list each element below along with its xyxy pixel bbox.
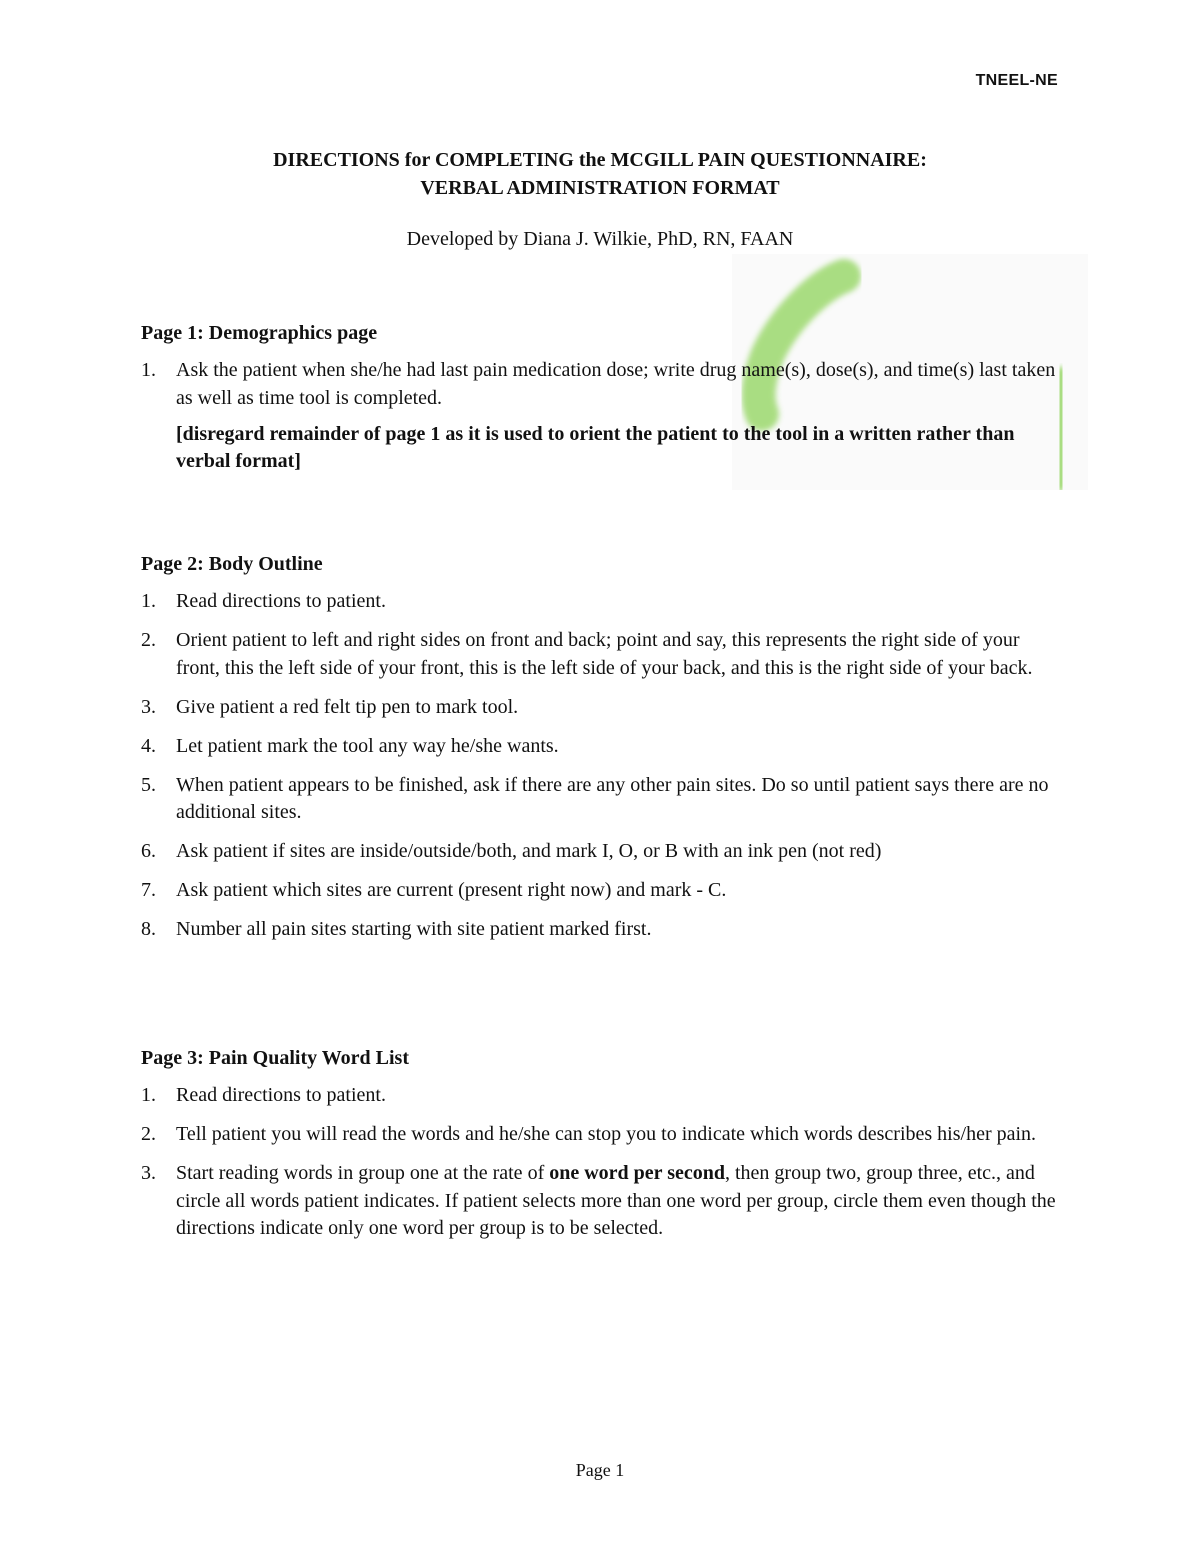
list-item xyxy=(141,1082,1056,1110)
list-item xyxy=(141,733,1056,761)
list-item xyxy=(141,916,1056,944)
list-text: Let patient mark the tool any way he/she wants. xyxy=(176,734,559,757)
list-item xyxy=(141,838,1056,866)
page-number: Page 1 xyxy=(575,1460,625,1480)
list-item xyxy=(141,1121,1056,1149)
list-item xyxy=(141,1160,1056,1243)
section-pain-quality-word-list xyxy=(141,1045,1056,1254)
list-text: When patient appears to be finished, ask if there are any other pain sites. Do so until patient says there are no additional sites. xyxy=(176,773,1049,823)
list-text: Give patient a red felt tip pen to mark tool. xyxy=(176,695,519,718)
list-text: Read directions to patient. xyxy=(176,1084,386,1106)
list-text: Orient patient to left and right sides on front and back; point and say, this represents the right side of your front, this the left side of your front, this is the left side of your back, and this is the right side of your back. xyxy=(176,629,1033,679)
list-text xyxy=(176,1162,1056,1239)
list-item xyxy=(141,694,1056,722)
list-item xyxy=(141,772,1056,827)
list-item xyxy=(141,877,1056,905)
section-heading: Page 2: Body Outline xyxy=(141,553,323,575)
list-text: Ask patient if sites are inside/outside/both, and mark I, O, or B with an ink pen (not red) xyxy=(176,840,882,862)
list-item xyxy=(141,357,1056,412)
list-number: 1. xyxy=(141,1084,156,1106)
list-number: 2. xyxy=(141,1123,156,1145)
instruction-list xyxy=(141,357,1056,412)
emphasis-rate: one word per second xyxy=(549,1162,725,1184)
instruction-list xyxy=(141,1082,1056,1243)
disregard-note: [disregard remainder of page 1 as it is used to orient the patient to the tool in a written rather than verbal format] xyxy=(176,422,1015,472)
document-tag: TNEEL-NE xyxy=(975,72,1058,89)
author-credit: Developed by Diana J. Wilkie, PhD, RN, FAAN xyxy=(406,228,794,250)
document-title xyxy=(0,146,1200,202)
list-number: 1. xyxy=(141,590,156,612)
list-number: 4. xyxy=(141,734,156,757)
list-number: 5. xyxy=(141,773,156,796)
list-text: Ask patient which sites are current (present right now) and mark - C. xyxy=(176,879,727,901)
section-heading: Page 1: Demographics page xyxy=(141,322,378,344)
instruction-list xyxy=(141,588,1056,944)
list-number: 3. xyxy=(141,1162,156,1184)
list-number: 6. xyxy=(141,840,156,862)
title-line-1: DIRECTIONS for COMPLETING the MCGILL PAIN QUESTIONNAIRE: xyxy=(273,149,927,171)
list-text: Read directions to patient. xyxy=(176,590,386,612)
list-number: 8. xyxy=(141,918,156,940)
list-number: 1. xyxy=(141,359,156,381)
list-text: Tell patient you will read the words and he/she can stop you to indicate which words describes his/her pain. xyxy=(176,1123,1037,1145)
list-text-post: , then group two, group three, etc., and circle all words patient indicates. If patient selects more than one word per group, circle them even though the directions indicate only one word per group is to be selected. xyxy=(176,1162,1056,1239)
list-number: 3. xyxy=(141,695,156,718)
green-stroke-bar xyxy=(1060,382,1062,476)
list-text: Number all pain sites starting with site patient marked first. xyxy=(176,918,652,940)
list-number: 2. xyxy=(141,629,156,651)
list-number: 7. xyxy=(141,879,156,901)
title-line-2: VERBAL ADMINISTRATION FORMAT xyxy=(420,177,780,199)
section-body-outline xyxy=(141,551,1056,955)
list-text-pre: Start reading words in group one at the rate of xyxy=(176,1162,550,1184)
list-item xyxy=(141,627,1056,682)
list-item xyxy=(141,588,1056,616)
section-heading: Page 3: Pain Quality Word List xyxy=(141,1047,409,1069)
section-demographics xyxy=(141,320,1056,476)
list-text: Ask the patient when she/he had last pain medication dose; write drug name(s), dose(s), and time(s) last taken as well as time tool is completed. xyxy=(176,359,1056,409)
